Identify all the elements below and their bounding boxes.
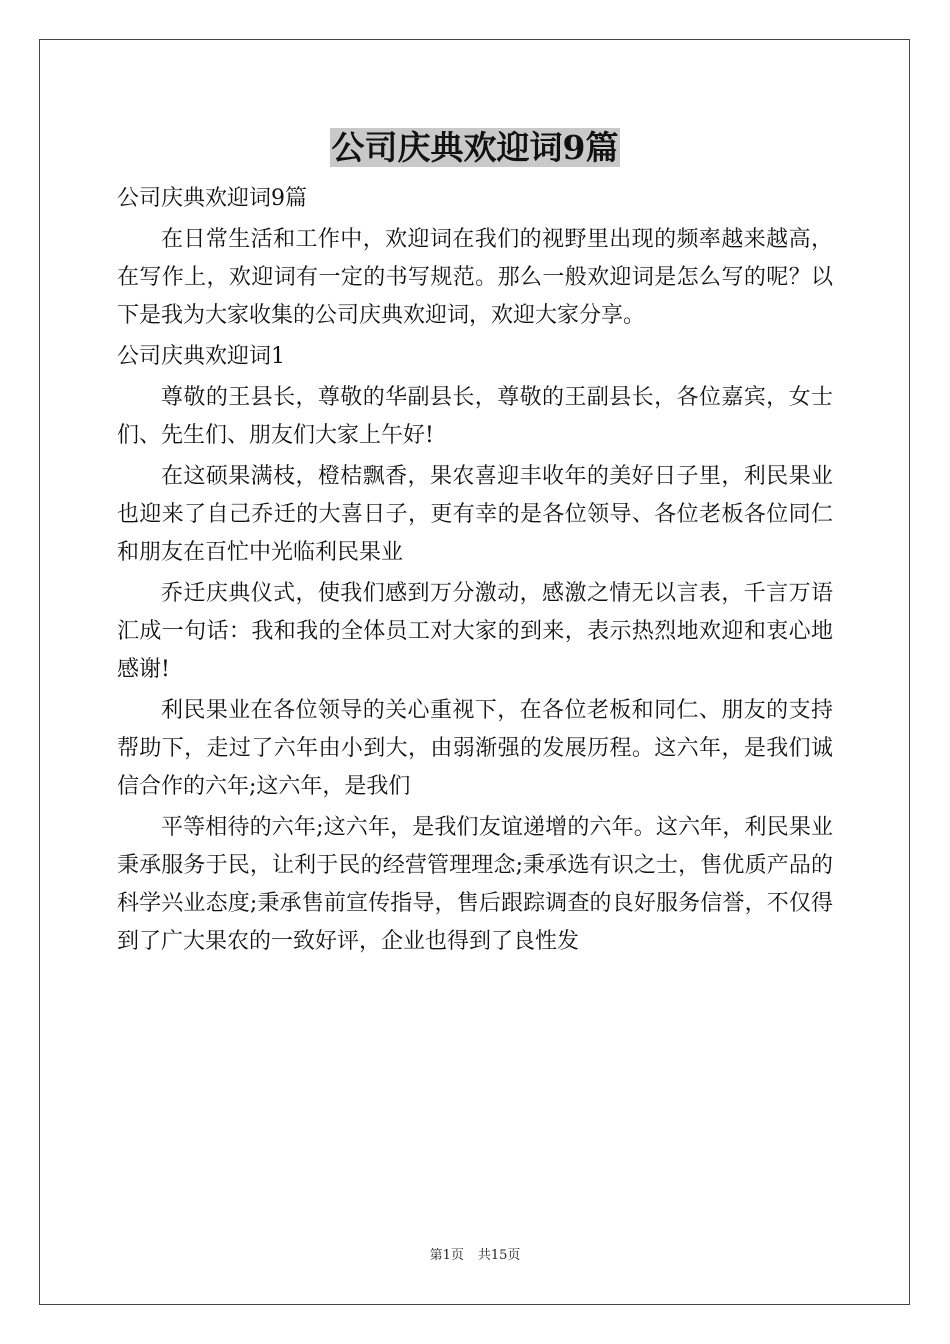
paragraph-thanks: 乔迁庆典仪式，使我们感到万分激动，感激之情无以言表，千言万语汇成一句话：我和我的全体员工对大家的到来，表示热烈地欢迎和衷心地感谢! bbox=[117, 581, 833, 682]
page-number: 第1页 bbox=[429, 1248, 464, 1263]
paragraph-occasion: 在这硕果满枝，橙桔飘香，果农喜迎丰收年的美好日子里，利民果业也迎来了自己乔迁的大喜日子，更有幸的是各位领导、各位老板各位同仁和朋友在百忙中光临利民果业 bbox=[117, 464, 833, 565]
document-title bbox=[0, 126, 950, 170]
document-title-text: 公司庆典欢迎词9篇 bbox=[331, 128, 619, 167]
paragraph-intro: 在日常生活和工作中，欢迎词在我们的视野里出现的频率越来越高，在写作上，欢迎词有一定的书写规范。那么一般欢迎词是怎么写的呢？以下是我为大家收集的公司庆典欢迎词，欢迎大家分享。 bbox=[117, 227, 833, 328]
paragraph-subtitle: 公司庆典欢迎词9篇 bbox=[117, 186, 307, 211]
paragraph-philosophy: 平等相待的六年;这六年，是我们友谊递增的六年。这六年，利民果业秉承服务于民，让利于民的经营管理理念;秉承选有识之士，售优质产品的科学兴业态度;秉承售前宣传指导，售后跟踪调查的良好服务信誉，不仅得到了广大果农的一致好评，企业也得到了良性发 bbox=[117, 815, 833, 954]
paragraph-history: 利民果业在各位领导的关心重视下，在各位老板和同仁、朋友的支持帮助下，走过了六年由小到大，由弱渐强的发展历程。这六年，是我们诚信合作的六年;这六年，是我们 bbox=[117, 698, 833, 799]
page-total: 共15页 bbox=[477, 1248, 521, 1263]
document-body bbox=[117, 180, 833, 964]
page-footer bbox=[0, 1247, 950, 1265]
section-heading-1: 公司庆典欢迎词1 bbox=[117, 344, 285, 369]
paragraph-greeting: 尊敬的王县长，尊敬的华副县长，尊敬的王副县长，各位嘉宾，女士们、先生们、朋友们大家上午好! bbox=[117, 385, 833, 448]
